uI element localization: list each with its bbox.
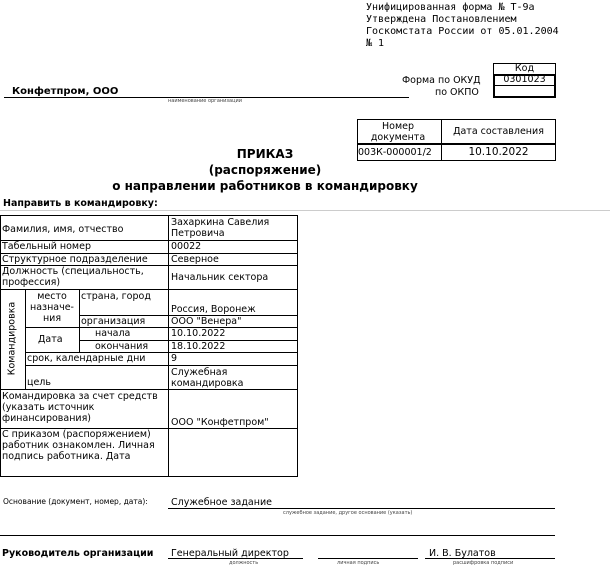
end-label: окончания — [95, 341, 149, 352]
okud-label: Форма по ОКУД — [402, 75, 481, 86]
org-value: ООО "Венера" — [171, 316, 242, 327]
document-title — [50, 146, 480, 194]
start-label: начала — [95, 328, 131, 339]
okud-value: 0301023 — [503, 74, 546, 85]
table-row-line — [0, 389, 298, 390]
okpo-label: по ОКПО — [435, 87, 479, 98]
code-header: Код — [514, 63, 535, 74]
komandirovka-label: Командировка — [6, 301, 18, 376]
signature-sign-line — [318, 558, 418, 559]
org-label: организация — [81, 316, 146, 327]
signature-label: Руководитель организации — [2, 548, 154, 559]
form-info-line: № 1 — [366, 38, 385, 49]
table-divider — [168, 215, 169, 477]
doc-table-divider — [357, 143, 556, 145]
section-title: Направить в командировку: — [3, 198, 158, 209]
title-line-3: о направлении работников в командировку — [112, 179, 418, 193]
country-label: страна, город — [81, 291, 151, 302]
table-row-line — [25, 365, 298, 366]
okpo-cell — [493, 85, 556, 98]
basis-underline — [168, 508, 555, 509]
form-info-line: Унифицированная форма № Т-9а — [366, 2, 535, 13]
title-line-2: (распоряжение) — [208, 163, 322, 177]
days-label: срок, календарные дни — [27, 353, 146, 364]
doc-number-header: Номер документа — [370, 121, 426, 143]
doc-date-header: Дата составления — [453, 126, 544, 137]
signature-position-caption: должность — [229, 560, 259, 566]
place-label: место назначе-ния — [29, 291, 74, 324]
organization-caption: наименование организации — [168, 98, 243, 104]
fio-value: Захаркина Савелия Петровича — [171, 217, 270, 239]
position-value: Начальник сектора — [171, 272, 269, 283]
ack-label: С приказом (распоряжением) работник ознакомлен. Личная подпись работника. Дата — [2, 429, 155, 462]
dept-value: Северное — [171, 254, 219, 265]
basis-label: Основание (документ, номер, дата): — [3, 497, 148, 506]
doc-number: 003К-000001/2 — [358, 147, 432, 158]
purpose-value: Служебная командировка — [171, 367, 244, 389]
form-info-line: Утверждена Постановлением — [366, 14, 517, 25]
table-col-line — [79, 289, 80, 352]
position-label: Должность (специальность, профессия) — [2, 266, 144, 288]
end-value: 18.10.2022 — [171, 341, 226, 352]
funding-label: Командировка за счет средств (указать источник финансирования) — [2, 391, 158, 424]
signature-decode-caption: расшифровка подписи — [453, 560, 514, 566]
basis-value: Служебное задание — [171, 497, 272, 508]
signature-sign-caption: личная подпись — [337, 560, 380, 566]
signature-name-line — [425, 558, 555, 559]
organization-name: Конфетпром, ООО — [12, 86, 119, 97]
country-value: Россия, Воронеж — [171, 304, 256, 315]
dept-label: Структурное подразделение — [2, 254, 148, 265]
basis-caption: служебное задание, другое основание (указать) — [283, 510, 413, 516]
tab-label: Табельный номер — [2, 241, 91, 252]
funding-value: ООО "Конфетпром" — [171, 417, 269, 428]
form-info — [366, 2, 559, 50]
form-info-line: Госкомстата России от 05.01.2004 — [366, 26, 559, 37]
purpose-label: цель — [27, 377, 51, 388]
title-line-1: ПРИКАЗ — [236, 147, 294, 161]
signature-name: И. В. Булатов — [429, 548, 496, 559]
fio-label: Фамилия, имя, отчество — [2, 224, 124, 235]
signature-position-line — [168, 558, 303, 559]
table-row-line — [0, 289, 298, 290]
table-row-line — [25, 327, 298, 328]
signature-position: Генеральный директор — [171, 548, 289, 559]
section-underline — [0, 210, 610, 211]
tab-value: 00022 — [171, 241, 202, 252]
date-label: Дата — [38, 334, 63, 345]
days-value: 9 — [171, 353, 178, 364]
start-value: 10.10.2022 — [171, 328, 226, 339]
doc-date: 10.10.2022 — [468, 146, 529, 158]
basis-extra-line — [0, 535, 555, 536]
